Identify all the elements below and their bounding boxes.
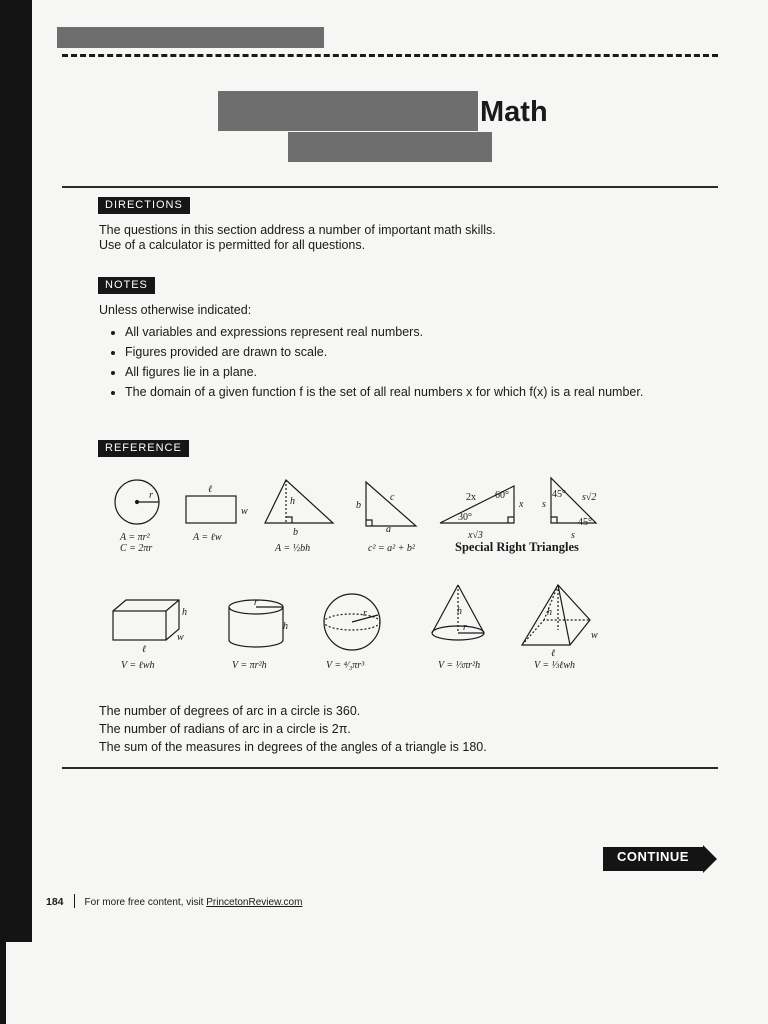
continue-label: CONTINUE [617,849,689,864]
circle-radius-label: r [149,490,153,501]
note-item: • Figures provided are drawn to scale. [125,344,665,360]
footer-separator [74,894,75,908]
note-item: • All figures lie in a plane. [125,364,665,380]
continue-button[interactable] [603,845,719,878]
box-volume-formula: V = ℓwh [121,660,155,671]
box-l-label: ℓ [142,644,147,655]
t45-45b-label: 45° [578,517,592,528]
cone-volume-formula: V = ⅓πr²h [438,660,481,671]
rectangle-figure [186,496,236,523]
rect-area-formula: A = ℓw [193,532,222,543]
pythagorean-formula: c² = a² + b² [368,543,415,554]
t30-30-label: 30° [458,512,472,523]
box-h-label: h [182,607,187,618]
t45-leg-label: s [542,499,546,510]
box-w-label: w [177,632,184,643]
page-footer [46,894,302,910]
reference-label: REFERENCE [98,440,189,457]
triangle-figure [265,480,333,523]
cone-r-label: r [463,622,467,633]
rect-width-label: w [241,506,248,517]
notes-intro: Unless otherwise indicated: [99,303,252,317]
sph-r-label: r [363,608,367,619]
cyl-h-label: h [283,621,288,632]
rt-leg-a-label: a [386,524,391,535]
pyr-l-label: ℓ [551,648,556,659]
circle-area-formula: A = πr² [120,532,150,543]
sphere-figure [324,594,380,650]
pyr-w-label: w [591,630,598,641]
pyramid-figure [522,585,590,645]
note-item: • All variables and expressions represent real numbers. [125,324,665,340]
cyl-r-label: r [254,597,258,608]
box-figure [113,600,179,640]
fact-line: The number of degrees of arc in a circle is 360. [99,704,361,718]
directions-line-1: The questions in this section address a number of important math skills. [99,223,496,237]
page-number: 184 [46,896,64,908]
t30-x-label: x [519,499,524,510]
tri-base-label: b [293,527,298,538]
t45-hyp-label: s√2 [582,492,597,503]
sphere-volume-formula: V = ⁴⁄₃πr³ [326,660,365,671]
pyr-h-label: h [547,607,552,618]
t30-60-label: 60° [495,490,509,501]
t30-hyp-label: 2x [466,492,476,503]
special-right-triangles-label: Special Right Triangles [455,540,579,554]
fact-line: The number of radians of arc in a circle is 2π. [99,722,351,736]
cylinder-volume-formula: V = πr²h [232,660,267,671]
right-triangle-figure [366,482,416,526]
reference-facts [99,702,487,756]
section-title: Math [480,96,548,128]
t30-base-label: x√3 [468,530,483,541]
tri-area-formula: A = ½bh [275,543,311,554]
bottom-divider [62,767,718,769]
note-item: • The domain of a given function f is the set of all real numbers x for which f(x) is a real number. [125,384,665,400]
t45-base-label: s [571,530,575,541]
notes-label: NOTES [98,277,155,294]
footer-text: For more free content, visit [84,897,207,908]
directions-line-2: Use of a calculator is permitted for all questions. [99,238,366,252]
rt-hyp-c-label: c [390,492,395,503]
rect-length-label: ℓ [208,484,213,495]
circle-circumference-formula: C = 2πr [120,543,153,554]
footer-link[interactable]: PrincetonReview.com [206,897,303,908]
pyramid-volume-formula: V = ⅓ℓwh [534,660,576,671]
fact-line: The sum of the measures in degrees of the angles of a triangle is 180. [99,740,487,754]
cone-h-label: h [457,606,462,617]
directions-label: DIRECTIONS [98,197,190,214]
tri-height-label: h [290,496,295,507]
t45-45a-label: 45° [552,489,566,500]
rt-leg-b-label: b [356,500,361,511]
